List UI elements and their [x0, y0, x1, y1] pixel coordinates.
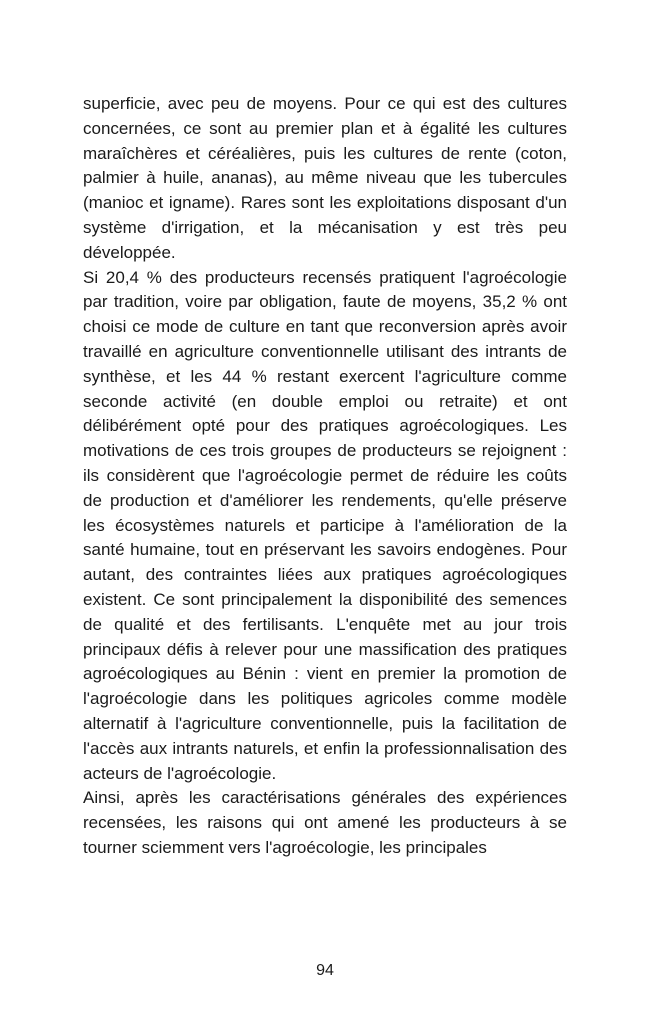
- page-number: 94: [316, 962, 334, 979]
- paragraph-survey-results: Si 20,4 % des producteurs recensés pratiquent l'agroécologie par tradition, voire par obligation, faute de moyens, 35,2 % ont choisi ce mode de culture en tant que reconversion après avoir travaillé en agriculture conventionnelle utilisant des intrants de synthèse, et les 44 % restant exercent l'agriculture comme seconde activité (en double emploi ou retraite) et ont délibérément opté pour des pratiques agroécologiques. Les motivations de ces trois groupes de producteurs se rejoignent : ils considèrent que l'agroécologie permet de réduire les coûts de production et d'améliorer les rendements, qu'elle préserve les écosystèmes naturels et participe à l'amélioration de la santé humaine, tout en préservant les savoirs endogènes. Pour autant, des contraintes liées aux pratiques agroécologiques existent. Ce sont principalement la disponibilité des semences de qualité et des fertilisants. L'enquête met au jour trois principaux défis à relever pour une massification des pratiques agroécologiques au Bénin : vient en premier la promotion de l'agroécologie dans les politiques agricoles comme modèle alternatif à l'agriculture conventionnelle, puis la facilitation de l'accès aux intrants naturels, et enfin la professionnalisation des acteurs de l'agroécologie.: [83, 267, 567, 783]
- body-text: [83, 92, 567, 861]
- paragraph-transition: Ainsi, après les caractérisations générales des expériences recensées, les raisons qui ont amené les producteurs à se tourner sciemment vers l'agroécologie, les principales: [83, 788, 567, 857]
- paragraph-continuation: superficie, avec peu de moyens. Pour ce qui est des cultures concernées, ce sont au premier plan et à égalité les cultures maraîchères et céréalières, puis les cultures de rente (coton, palmier à huile, ananas), au même niveau que les tubercules (manioc et igname). Rares sont les exploitations disposant d'un système d'irrigation, et la mécanisation y est très peu développée.: [83, 94, 567, 262]
